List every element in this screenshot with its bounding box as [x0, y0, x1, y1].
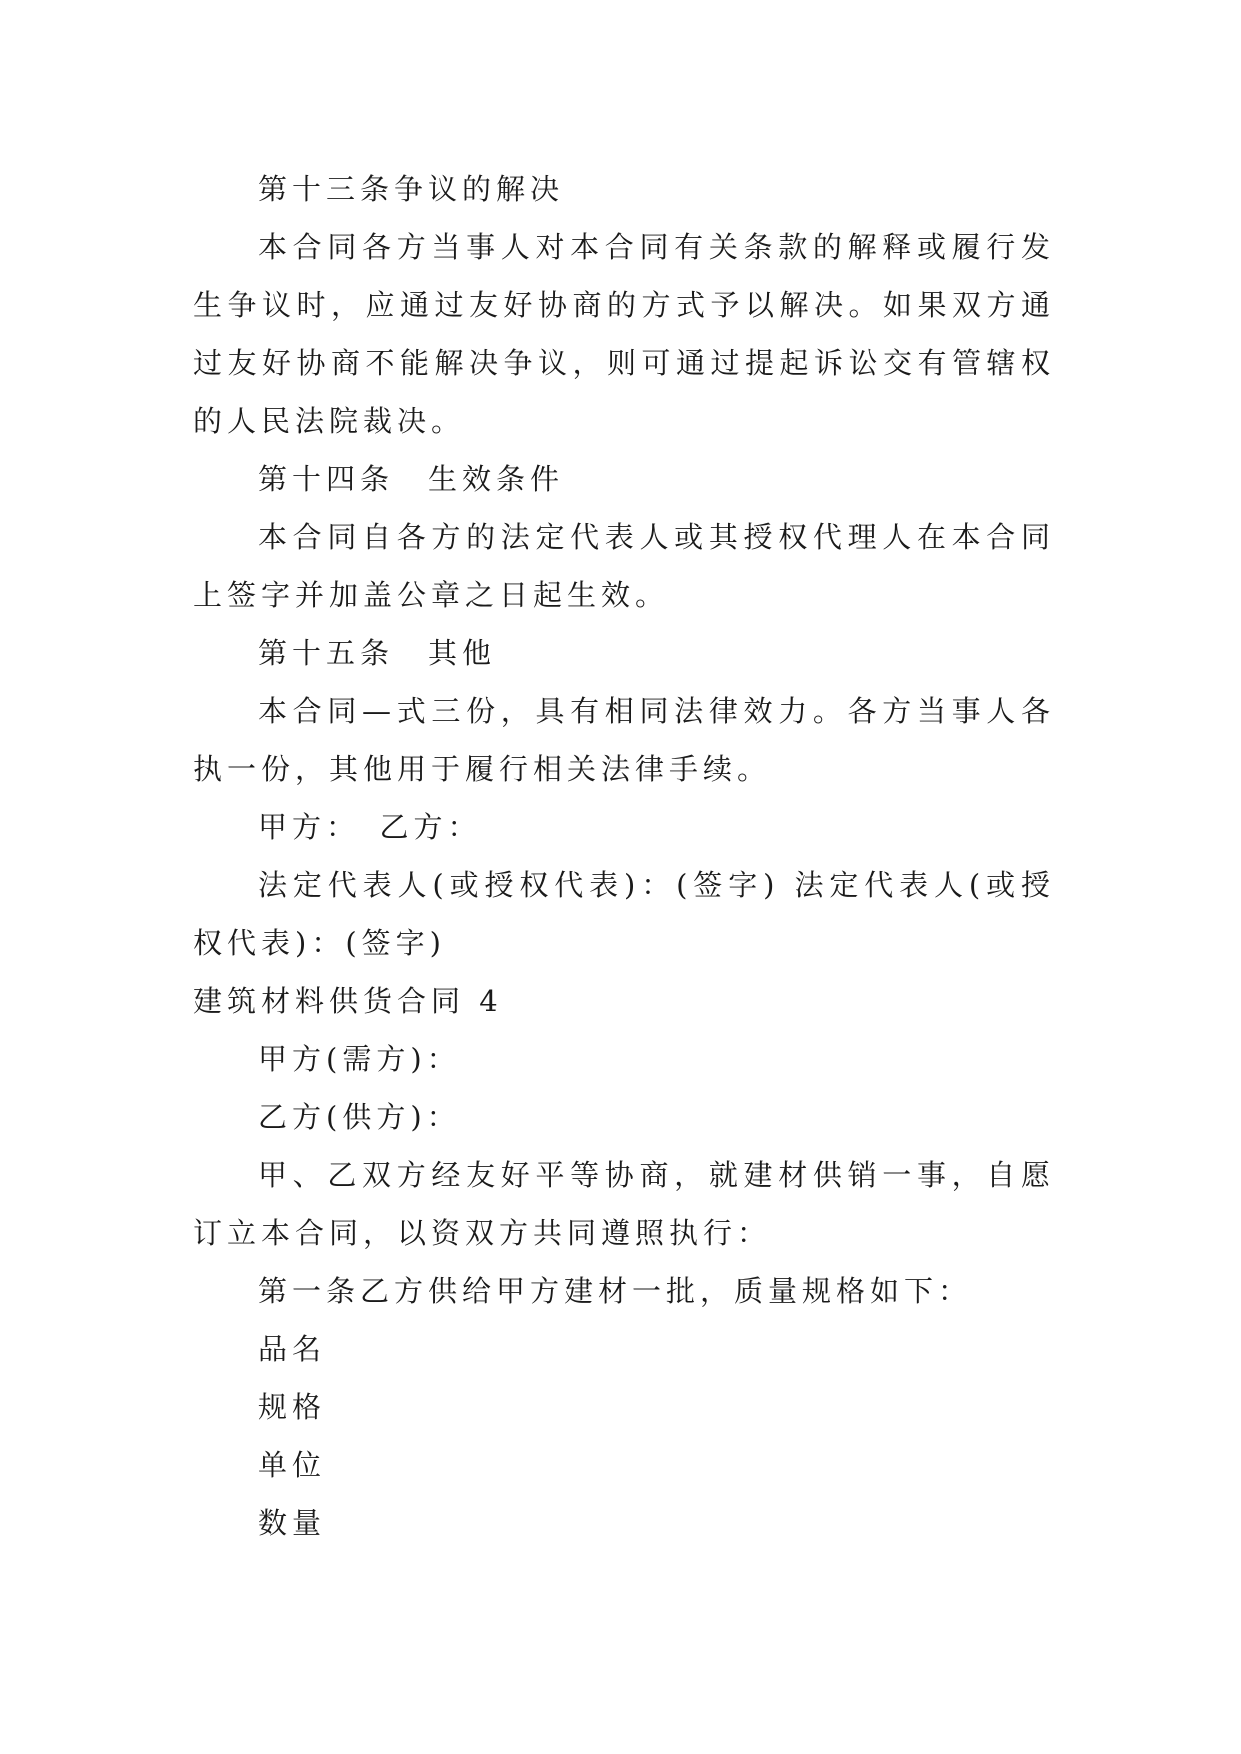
article-13-heading: 第十三条争议的解决 — [258, 172, 565, 206]
party-b-line: 乙方(供方)： — [258, 1100, 461, 1134]
article-14-body: 本合同自各方的法定代表人或其授权代理人在本合同上签字并加盖公章之日起生效。 — [193, 520, 1055, 612]
article-15-heading: 第十五条 其他 — [258, 636, 497, 670]
article-13-body: 本合同各方当事人对本合同有关条款的解释或履行发生争议时，应通过友好协商的方式予以解决。如果双方通过友好协商不能解决争议，则可通过提起诉讼交有管辖权的人民法院裁决。 — [193, 230, 1055, 438]
article-1-body: 第一条乙方供给甲方建材一批，质量规格如下： — [258, 1274, 973, 1308]
article-15-body: 本合同—式三份，具有相同法律效力。各方当事人各执一份，其他用于履行相关法律手续。 — [193, 694, 1055, 786]
representative-signature-line: 法定代表人(或授权代表)：(签字) 法定代表人(或授权代表)：(签字) — [193, 868, 1055, 960]
field-product-name: 品名 — [258, 1332, 327, 1366]
party-signature-line: 甲方： 乙方： — [258, 810, 482, 844]
contract-title: 建筑材料供货合同 4 — [193, 984, 503, 1018]
party-a-line: 甲方(需方)： — [258, 1042, 461, 1076]
article-14-heading: 第十四条 生效条件 — [258, 462, 565, 496]
field-unit: 单位 — [258, 1448, 327, 1482]
contract-preamble: 甲、乙双方经友好平等协商，就建材供销一事，自愿订立本合同，以资双方共同遵照执行： — [193, 1158, 1055, 1250]
field-specification: 规格 — [258, 1390, 327, 1424]
field-quantity: 数量 — [258, 1506, 327, 1540]
document-body — [193, 160, 1055, 1552]
